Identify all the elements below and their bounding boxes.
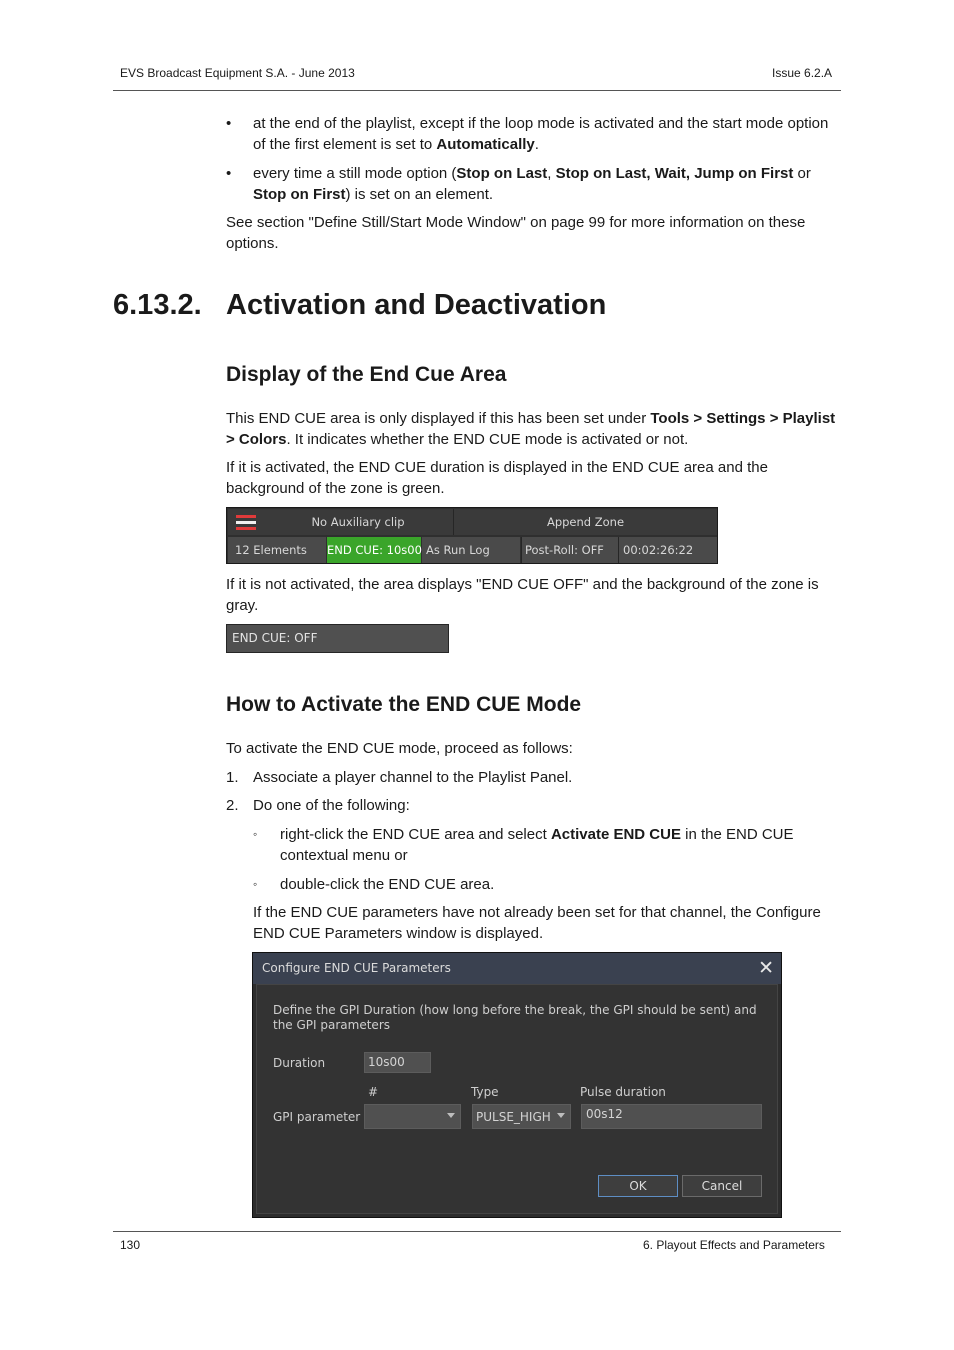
duration-input[interactable]: 10s00 [364, 1052, 431, 1073]
cancel-button[interactable]: Cancel [682, 1175, 762, 1197]
dialog-title-bar [253, 953, 781, 984]
sub-step-right-click: right-click the END CUE area and select Activate END CUE in the END CUE contextual menu or [280, 826, 794, 864]
sub-bullet-marker: ◦ [253, 877, 258, 891]
chevron-down-icon [557, 1113, 565, 1118]
bullet-still-mode: every time a still mode option (Stop on Last, Stop on Last, Wait, Jump on First or Stop on First) is set on an element. [253, 165, 811, 203]
paragraph-end-cue-settings: This END CUE area is only displayed if this has been set under Tools > Settings > Playlist > Colors. It indicates whether the END CUE mode is activated or not. [226, 410, 836, 448]
footer-chapter: 6. Playout Effects and Parameters [643, 1238, 825, 1252]
dialog-body [256, 984, 778, 1214]
pulse-duration-input[interactable]: 00s12 [581, 1104, 762, 1129]
append-zone-label[interactable]: Append Zone [454, 509, 717, 535]
bullet-marker: • [226, 115, 232, 132]
step-number: 1. [226, 769, 239, 786]
subheading-how-to: How to Activate the END CUE Mode [226, 693, 582, 716]
step-2: Do one of the following: [253, 797, 410, 814]
pulse-duration-column-header: Pulse duration [580, 1085, 666, 1099]
paragraph-activated: If it is activated, the END CUE duration is displayed in the END CUE area and the background of the zone is green. [226, 459, 768, 497]
ok-button[interactable]: OK [598, 1175, 678, 1197]
post-roll-status[interactable]: Post-Roll: OFF [522, 537, 618, 563]
bullet-marker: • [226, 165, 232, 182]
chevron-down-icon [447, 1113, 455, 1118]
dialog-title: Configure END CUE Parameters [262, 961, 451, 975]
gpi-number-select[interactable] [364, 1104, 461, 1129]
elements-count: 12 Elements [228, 537, 326, 563]
header-company: EVS Broadcast Equipment S.A. - June 2013 [120, 66, 355, 80]
header-rule [113, 90, 841, 91]
close-icon[interactable]: ✕ [758, 957, 774, 979]
sub-bullet-marker: ◦ [253, 827, 258, 841]
see-also-paragraph: See section "Define Still/Start Mode Window" on page 99 for more information on these options. [226, 214, 806, 252]
bullet-end-of-playlist: at the end of the playlist, except if the loop mode is activated and the start mode option of the first element is set to Automatically. [253, 115, 829, 153]
dialog-description: Define the GPI Duration (how long before the break, the GPI should be sent) and the GPI parameters [273, 1003, 757, 1032]
auxiliary-clip-label[interactable]: No Auxiliary clip [263, 509, 453, 535]
step-1: Associate a player channel to the Playlist Panel. [253, 769, 573, 786]
gpi-type-select[interactable] [472, 1104, 571, 1129]
as-run-log[interactable]: As Run Log [422, 537, 520, 563]
gpi-type-column-header: Type [471, 1085, 499, 1099]
section-title: Activation and Deactivation [226, 289, 607, 321]
gpi-parameter-label: GPI parameter [273, 1110, 361, 1124]
paragraph-not-activated: If it is not activated, the area displays "END CUE OFF" and the background of the zone is gray. [226, 576, 819, 614]
step-number: 2. [226, 797, 239, 814]
page-number: 130 [120, 1238, 141, 1252]
section-number: 6.13.2. [113, 289, 202, 321]
sub-step-double-click: double-click the END CUE area. [280, 876, 495, 893]
subheading-display: Display of the End Cue Area [226, 363, 507, 386]
time-display: 00:02:26:22 [619, 537, 717, 563]
footer-rule [113, 1231, 841, 1232]
duration-label: Duration [273, 1056, 326, 1070]
configure-end-cue-dialog [252, 952, 782, 1218]
paragraph-configure-note: If the END CUE parameters have not already been set for that channel, the Configure END CUE Parameters window is displayed. [253, 904, 821, 942]
gpi-number-column-header: # [368, 1085, 379, 1099]
menu-icon[interactable] [236, 515, 256, 531]
end-cue-area[interactable]: END CUE: 10s00 [327, 537, 421, 563]
paragraph-how-to-intro: To activate the END CUE mode, proceed as follows: [226, 740, 573, 757]
header-issue: Issue 6.2.A [772, 66, 833, 80]
end-cue-off-area[interactable]: END CUE: OFF [226, 624, 449, 653]
gpi-type-value: PULSE_HIGH [476, 1110, 551, 1124]
playlist-status-strip [226, 507, 718, 564]
